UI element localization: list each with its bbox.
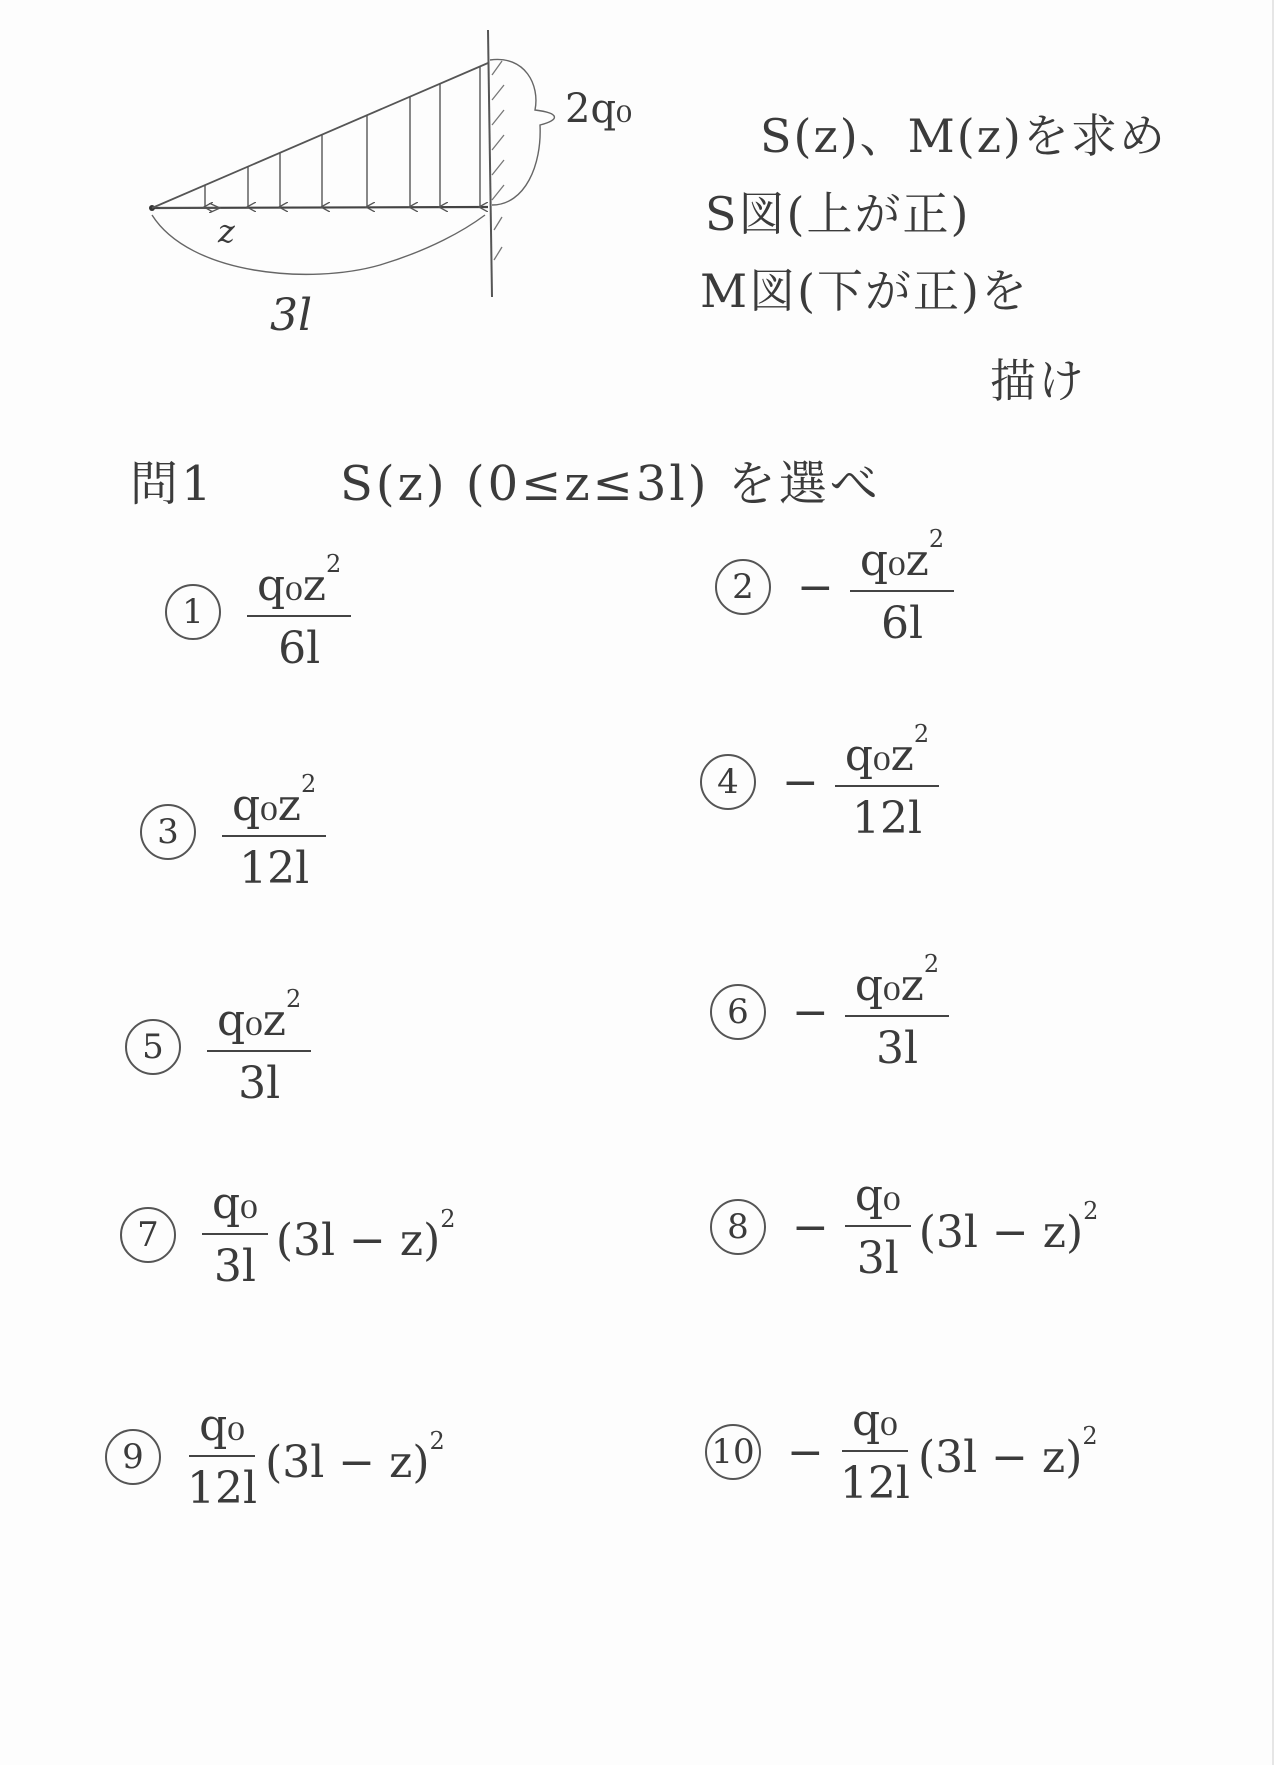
option-fraction — [187, 1400, 257, 1514]
fraction-denominator: 12l — [851, 793, 923, 844]
load-arrows — [205, 67, 480, 207]
wall-hatch — [492, 61, 504, 260]
length-brace — [152, 215, 485, 274]
exponent: 2 — [301, 770, 317, 798]
exponent: 2 — [286, 985, 302, 1013]
option-1[interactable] — [165, 550, 351, 674]
option-fraction — [845, 1170, 911, 1284]
fraction-denominator: 6l — [278, 623, 321, 674]
option-6[interactable] — [710, 950, 949, 1074]
option-number: 2 — [715, 559, 771, 615]
fraction-numerator: q₀z — [854, 960, 924, 1011]
fraction-numerator: q₀ — [852, 1395, 898, 1446]
option-8[interactable] — [710, 1170, 1098, 1284]
minus-sign: − — [787, 1426, 824, 1478]
exponent: 2 — [928, 525, 945, 553]
fraction-numerator: q₀z — [232, 780, 301, 831]
option-fraction — [202, 1178, 268, 1292]
minus-sign: − — [792, 1201, 829, 1253]
option-number: 8 — [710, 1199, 766, 1255]
instruction-line-4: 描け — [990, 354, 1086, 408]
wall-line — [488, 30, 492, 297]
load-envelope — [152, 63, 488, 208]
exponent: 2 — [326, 550, 342, 578]
factor-expression: (3l − z) — [917, 1431, 1083, 1483]
instruction-line-3: M図(下が正)を — [700, 264, 1029, 318]
question-label: 問1 — [130, 456, 215, 512]
length-label: 3l — [270, 290, 313, 341]
option-number: 10 — [705, 1424, 761, 1480]
exponent: 2 — [923, 950, 940, 978]
instruction-line-1: S(z)、M(z)を求め — [760, 109, 1167, 163]
factor-expression: (3l − z) — [275, 1214, 441, 1266]
exponent: 2 — [1083, 1196, 1099, 1225]
load-brace — [490, 59, 554, 205]
option-3[interactable] — [140, 770, 326, 894]
option-number: 6 — [710, 984, 766, 1040]
fraction-denominator: 3l — [875, 1023, 919, 1074]
option-4[interactable] — [700, 720, 939, 844]
exponent: 2 — [440, 1204, 456, 1233]
option-fraction — [850, 525, 954, 649]
factor-expression: (3l − z) — [265, 1436, 430, 1488]
fraction-numerator: q₀ — [199, 1400, 245, 1451]
option-number: 7 — [120, 1207, 176, 1263]
option-number: 9 — [105, 1429, 161, 1485]
minus-sign: − — [797, 561, 834, 613]
axis-label: z — [218, 212, 235, 250]
option-2[interactable] — [715, 525, 954, 649]
fraction-denominator: 6l — [880, 598, 924, 649]
option-number: 3 — [140, 804, 196, 860]
question-text: S(z) (0≤z≤3l) を選べ — [340, 456, 881, 512]
option-fraction — [840, 1395, 910, 1509]
fraction-denominator: 3l — [213, 1241, 256, 1292]
beam-diagram — [130, 25, 600, 345]
fraction-denominator: 12l — [239, 843, 310, 894]
exponent: 2 — [429, 1426, 445, 1455]
fraction-numerator: q₀z — [844, 730, 914, 781]
fraction-denominator: 12l — [187, 1463, 258, 1514]
fraction-numerator: q₀z — [859, 535, 929, 586]
option-number: 4 — [700, 754, 756, 810]
option-fraction — [247, 550, 351, 674]
minus-sign: − — [792, 986, 829, 1038]
option-9[interactable] — [105, 1400, 445, 1514]
minus-sign: − — [782, 756, 819, 808]
fraction-denominator: 12l — [839, 1458, 910, 1509]
fraction-numerator: q₀ — [854, 1170, 901, 1221]
load-label: 2q₀ — [565, 86, 633, 132]
option-number: 5 — [125, 1019, 181, 1075]
exponent: 2 — [913, 720, 930, 748]
option-number: 1 — [165, 584, 221, 640]
fraction-denominator: 3l — [238, 1058, 281, 1109]
fraction-numerator: q₀z — [217, 995, 286, 1046]
fraction-denominator: 3l — [856, 1233, 899, 1284]
exponent: 2 — [1082, 1421, 1098, 1450]
option-fraction — [835, 720, 939, 844]
option-fraction — [207, 985, 311, 1109]
factor-expression: (3l − z) — [918, 1206, 1084, 1258]
option-fraction — [845, 950, 949, 1074]
fraction-numerator: q₀z — [257, 560, 326, 611]
option-7[interactable] — [120, 1178, 456, 1292]
option-fraction — [222, 770, 326, 894]
option-10[interactable] — [705, 1395, 1098, 1509]
option-5[interactable] — [125, 985, 311, 1109]
fraction-numerator: q₀ — [212, 1178, 258, 1229]
instruction-line-2: S図(上が正) — [705, 187, 971, 241]
